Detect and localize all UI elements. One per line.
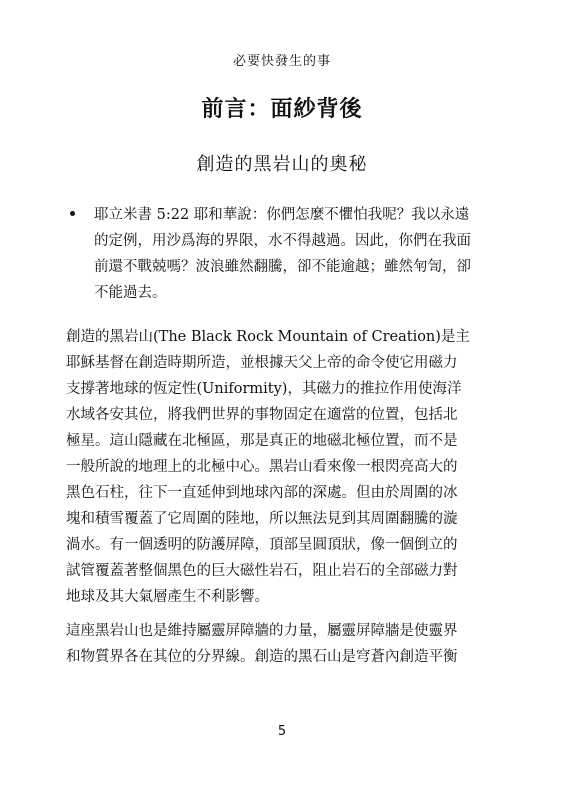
chapter-title: 前言：面紗背後 <box>201 97 363 122</box>
paragraph-line: 一般所說的地理上的北極中心。黑岩山看來像一根閃亮高大的 <box>66 459 458 475</box>
paragraph-line: 這座黑岩山也是維持屬靈屏障牆的力量，屬靈屏障牆是使靈界 <box>66 623 458 639</box>
paragraph-line: 創造的黑岩山(The Black Rock Mountain of Creation)是主 <box>66 329 470 345</box>
bullet-icon <box>70 211 75 216</box>
paragraph-line: 水域各安其位，將我們世界的事物固定在適當的位置，包括北 <box>66 407 458 423</box>
paragraph-line: 和物質界各在其位的分界線。創造的黑石山是穹蒼內創造平衡 <box>66 649 458 665</box>
section-title: 創造的黑岩山的奧秘 <box>196 154 368 175</box>
scripture-quote <box>94 202 502 306</box>
paragraph-line: 耶穌基督在創造時期所造，並根據天父上帝的命令使它用磁力 <box>66 355 458 371</box>
paragraph-line: 極星。這山隱藏在北極區，那是真正的地磁北極位置，而不是 <box>66 433 458 449</box>
quote-line: 耶立米書 5:22 耶和華說：你們怎麼不懼怕我呢？我以永遠 <box>94 207 470 223</box>
body-paragraph <box>66 618 506 670</box>
paragraph-line: 黑色石柱，往下一直延伸到地球內部的深處。但由於周圍的冰 <box>66 485 458 501</box>
body-paragraph <box>66 324 506 610</box>
quote-line: 的定例，用沙爲海的界限，水不得越過。因此，你們在我面 <box>94 233 471 249</box>
running-header: 必要快發生的事 <box>232 54 331 69</box>
quote-line: 不能過去。 <box>94 285 167 301</box>
page-number: 5 <box>277 724 287 739</box>
quote-line: 前還不戰兢嗎？波浪雖然翻騰，卻不能逾越；雖然匉訇，卻 <box>94 259 471 275</box>
paragraph-line: 地球及其大氣層產生不利影響。 <box>66 589 269 605</box>
paragraph-line: 支撐著地球的恆定性(Uniformity)，其磁力的推拉作用使海洋 <box>66 381 462 397</box>
paragraph-line: 渦水。有一個透明的防護屏障，頂部呈圓頂狀，像一個倒立的 <box>66 537 458 553</box>
paragraph-line: 試管覆蓋著整個黑色的巨大磁性岩石，阻止岩石的全部磁力對 <box>66 563 458 579</box>
paragraph-line: 塊和積雪覆蓋了它周圍的陸地，所以無法見到其周圍翻騰的漩 <box>66 511 458 527</box>
